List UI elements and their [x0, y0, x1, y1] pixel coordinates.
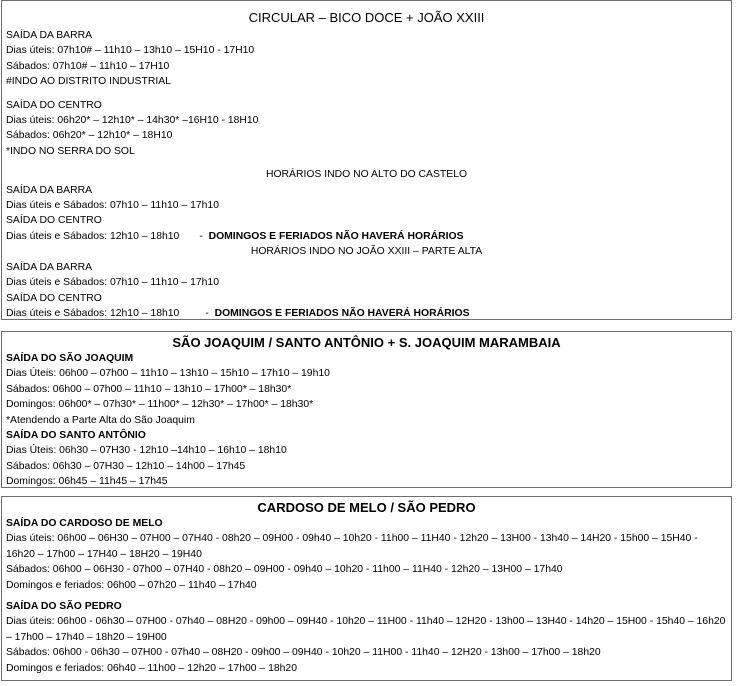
- weekday-saturday-times: Dias úteis e Sábados: 12h10 – 18h10: [6, 307, 180, 319]
- footnote: *INDO NO SERRA DO SOL: [6, 145, 135, 157]
- footnote: #INDO AO DISTRITO INDUSTRIAL: [6, 76, 171, 88]
- weekday-times: Dias Úteis: 06h00 – 07h00 – 11h10 – 13h10 – 15h10 – 17h10 – 19h10: [6, 368, 330, 380]
- times-row: [6, 306, 727, 321]
- weekday-saturday-times: Dias úteis e Sábados: 07h10 – 11h10 – 17h10: [6, 200, 219, 212]
- saturday-times: Sábados: 07h10# – 11h10 – 17H10: [6, 60, 170, 72]
- departure-label: SAÍDA DO SÃO JOAQUIM: [6, 353, 134, 364]
- departure-label: SAÍDA DO CENTRO: [6, 292, 102, 304]
- weekday-times: Dias Úteis: 06h30 – 07H30 - 12h10 –14h10 – 16h10 – 18h10: [6, 445, 287, 457]
- saturday-times: Sábados: 06h00 – 07h00 – 11h10 – 13h10 – 17h00* – 18h30*: [6, 383, 292, 395]
- section-sao-joaquim: [1, 331, 732, 488]
- departure-label: SAÍDA DO CENTRO: [6, 215, 102, 227]
- departure-label: SAÍDA DA BARRA: [6, 184, 93, 196]
- section-circular: [1, 0, 732, 320]
- no-service-notice: DOMINGOS E FERIADOS NÃO HAVERÁ HORÁRIOS: [208, 230, 464, 242]
- section-title: CIRCULAR – BICO DOCE + JOÃO XXIII: [248, 10, 485, 25]
- section-cardoso-de-melo: [1, 496, 732, 681]
- section-title: SÃO JOAQUIM / SANTO ANTÔNIO + S. JOAQUIM MARAMBAIA: [172, 335, 561, 350]
- saturday-times: Sábados: 06h00 - 06h30 – 07H00 - 07h40 – 08H20 - 09h00 – 09H40 - 10h20 – 11H00 - 11h40 – 12H20 - 13h00 – 17h00 – 18h20: [6, 647, 601, 659]
- departure-label: SAÍDA DO CARDOSO DE MELO: [6, 518, 163, 529]
- departure-label: SAÍDA DA BARRA: [6, 30, 93, 41]
- footnote: *Atendendo a Parte Alta do São Joaquim: [6, 414, 195, 426]
- departure-label: SAÍDA DO CENTRO: [6, 99, 102, 111]
- weekday-times: Dias úteis: 06h20* – 12h10* – 14h30* –16H10 - 18H10: [6, 115, 259, 127]
- times-row: [6, 229, 727, 244]
- departure-label: SAÍDA DO SÃO PEDRO: [6, 601, 122, 613]
- sunday-times: Domingos: 06h45 – 11h45 – 17h45: [6, 476, 168, 488]
- weekday-times: Dias úteis: 07h10# – 11h10 – 13h10 – 15H10 - 17H10: [6, 45, 255, 57]
- holiday-times: Domingos e feriados: 06h00 – 07h20 – 11h40 – 17h40: [6, 579, 257, 591]
- holiday-times: Domingos e feriados: 06h40 – 11h00 – 12h20 – 17h00 – 18h20: [6, 662, 297, 674]
- separator: -: [199, 230, 203, 242]
- sunday-times: Domingos: 06h00* – 07h30* – 11h00* – 12h30* – 17h00* – 18h30*: [6, 399, 314, 411]
- no-service-notice: DOMINGOS E FERIADOS NÃO HAVERÁ HORÁRIOS: [214, 307, 470, 319]
- saturday-times: Sábados: 06h20* – 12h10* – 18H10: [6, 130, 173, 142]
- departure-label: SAÍDA DA BARRA: [6, 261, 93, 273]
- weekday-saturday-times: Dias úteis e Sábados: 12h10 – 18h10: [6, 230, 180, 242]
- departure-label: SAÍDA DO SANTO ANTÔNIO: [6, 430, 146, 442]
- weekday-times: Dias úteis: 06h00 – 06H30 – 07H00 – 07H40 - 08h20 – 09H00 - 09h40 – 10h20 - 11h00 – 11H40 - 12h20 – 13H00 - 13h40 – 14H20 - 15h00 – 15H40 - 16h20 – 17h00 – 17H40 – 18H20 – 19H40: [6, 533, 698, 560]
- saturday-times: Sábados: 06h00 – 06H30 - 07h00 – 07H40 - 08h20 – 09H00 - 09h40 – 10h20 - 11h00 – 11H40 - 12h20 – 13H00 – 17h40: [6, 564, 563, 576]
- saturday-times: Sábados: 06h30 – 07H30 – 12h10 – 14h00 – 17h45: [6, 460, 246, 472]
- section-title: CARDOSO DE MELO / SÃO PEDRO: [257, 500, 476, 515]
- weekday-times: Dias úteis: 06h00 - 06h30 – 07H00 - 07h40 – 08H20 - 09h00 – 09H40 - 10h20 – 11H00 - 11h40 – 12H20 - 13h00 – 13H40 - 14h20 – 15H00 - 15h40 – 16h20 – 17h00 – 17h40 – 18h20 – 19H00: [6, 616, 726, 643]
- separator: -: [205, 307, 209, 319]
- subsection-heading: HORÁRIOS INDO NO ALTO DO CASTELO: [265, 169, 468, 181]
- weekday-saturday-times: Dias úteis e Sábados: 07h10 – 11h10 – 17h10: [6, 277, 219, 289]
- subsection-heading: HORÁRIOS INDO NO JOÃO XXIII – PARTE ALTA: [250, 246, 483, 258]
